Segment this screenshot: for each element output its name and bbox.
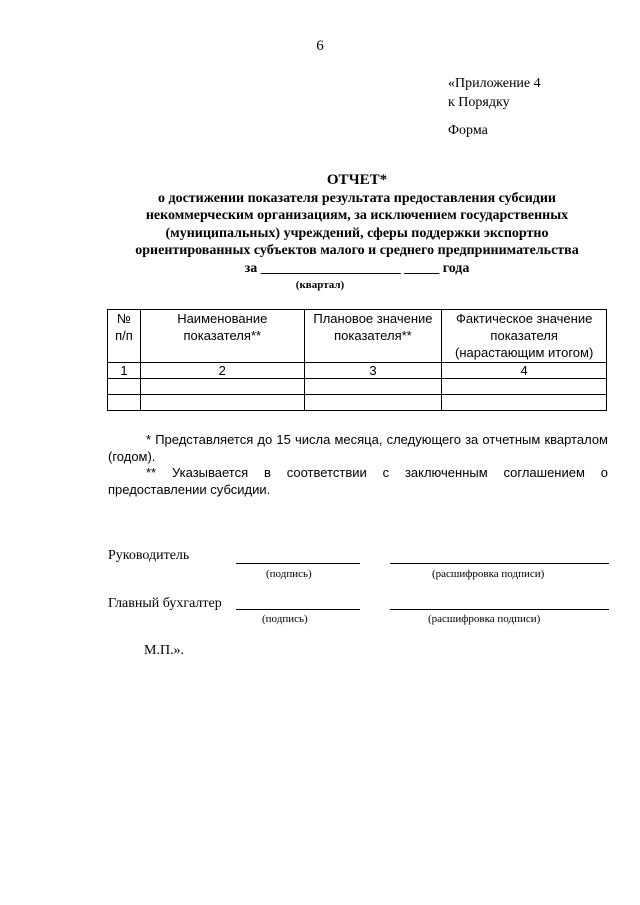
table-cell: 2 (140, 363, 304, 379)
director-label: Руководитель (108, 548, 190, 563)
accountant-signature-hint: (подпись) (262, 613, 308, 625)
table-cell[interactable] (442, 395, 607, 411)
table-cell[interactable] (108, 379, 141, 395)
director-signature-hint: (подпись) (266, 568, 312, 580)
period-note: (квартал) (295, 279, 345, 291)
footnote-1: * Представляется до 15 числа месяца, следующего за отчетным кварталом (годом). (108, 432, 608, 464)
table-cell: 1 (108, 363, 141, 379)
director-decoding-line[interactable] (390, 563, 609, 564)
title-line4: ориентированных субъектов малого и среднего предпринимательства (135, 243, 579, 258)
table-number-row (108, 363, 607, 379)
stamp-mark: М.П.». (144, 643, 185, 658)
header-planned-value: Плановое значение показателя** (304, 310, 442, 363)
report-table (107, 309, 607, 411)
table-cell: 4 (442, 363, 607, 379)
form-label: Форма (448, 123, 488, 138)
footnote-2: ** Указывается в соответствии с заключенным соглашением о предоставлении субсидии. (108, 465, 608, 497)
table-header-row (108, 310, 607, 363)
table-cell[interactable] (108, 395, 141, 411)
appendix-line1: «Приложение 4 (448, 76, 541, 91)
appendix-line2: к Порядку (448, 95, 510, 110)
accountant-decoding-hint: (расшифровка подписи) (428, 613, 541, 625)
report-title (96, 172, 618, 277)
footnotes (108, 432, 608, 498)
title-period: за ____________________ _____ года (244, 260, 470, 276)
appendix-reference (448, 74, 541, 112)
title-line2: некоммерческим организациям, за исключением государственных (145, 208, 569, 223)
director-signature-line[interactable] (236, 563, 360, 564)
director-decoding-hint: (расшифровка подписи) (432, 568, 545, 580)
table-cell[interactable] (140, 379, 304, 395)
table-cell[interactable] (442, 379, 607, 395)
accountant-signature-line[interactable] (236, 609, 360, 610)
table-cell[interactable] (140, 395, 304, 411)
title-line1: о достижении показателя результата предоставления субсидии (158, 190, 556, 206)
header-number: № п/п (108, 310, 141, 363)
accountant-decoding-line[interactable] (390, 609, 609, 610)
page-number: 6 (316, 38, 324, 54)
header-indicator-name: Наименование показателя** (140, 310, 304, 363)
accountant-label: Главный бухгалтер (108, 596, 222, 611)
header-actual-value: Фактическое значение показателя (нарастающим итогом) (442, 310, 607, 363)
table-cell: 3 (304, 363, 442, 379)
table-cell[interactable] (304, 395, 442, 411)
title-line3: (муниципальных) учреждений, сферы поддержки экспортно (165, 225, 549, 241)
table-row (108, 395, 607, 411)
table-cell[interactable] (304, 379, 442, 395)
table-row (108, 379, 607, 395)
title-main: ОТЧЕТ* (326, 172, 388, 188)
